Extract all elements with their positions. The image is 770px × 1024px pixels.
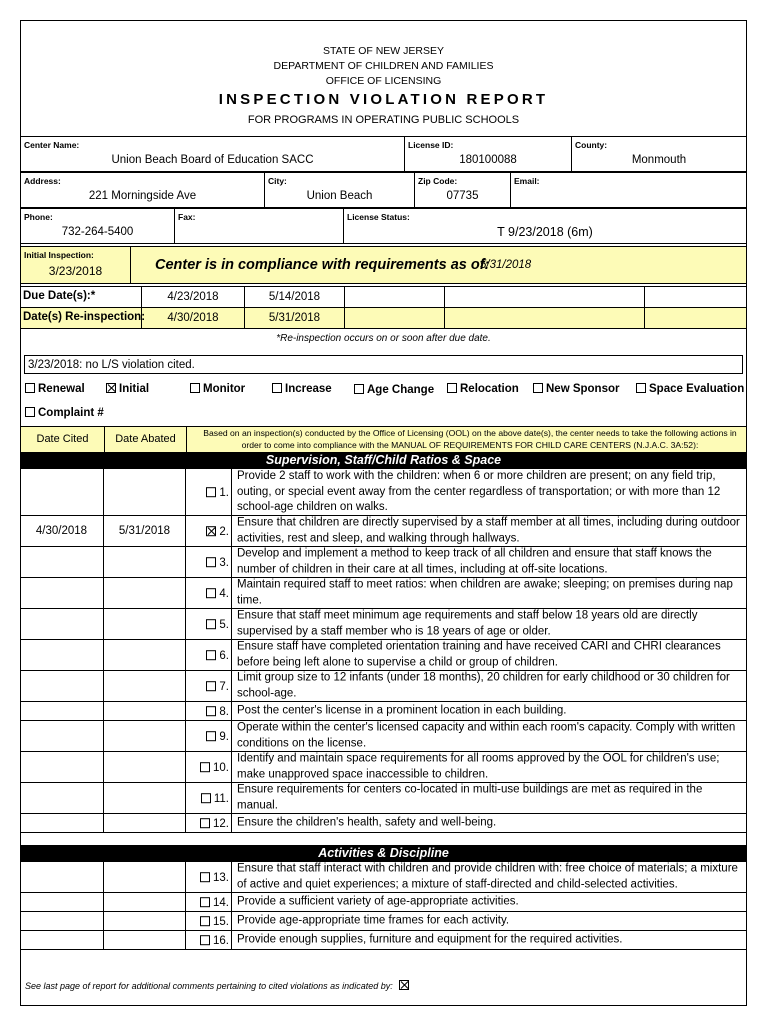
item-number-cell <box>186 783 232 813</box>
violation-checkbox[interactable] <box>206 731 216 741</box>
date-abated-cell[interactable] <box>104 547 186 577</box>
requirement-cell <box>232 931 747 949</box>
violation-row <box>20 578 747 609</box>
item-number-cell <box>186 671 232 701</box>
violation-checkbox[interactable] <box>201 793 211 803</box>
item-number: 5. <box>219 619 229 632</box>
compliance-date: 5/31/2018 <box>480 259 532 271</box>
violation-checkbox[interactable] <box>206 706 216 716</box>
date-cited-cell[interactable] <box>20 814 104 832</box>
date-abated-cell[interactable] <box>104 721 186 751</box>
requirement-cell <box>232 671 747 701</box>
requirement-text: Operate within the center's licensed capacity and within each room's capacity. Comply with written conditions on the license. <box>237 721 736 749</box>
item-number-cell <box>186 931 232 949</box>
item-number: 10. <box>213 762 229 775</box>
date-abated-cell[interactable] <box>104 702 186 720</box>
report-subtitle: FOR PROGRAMS IN OPERATING PUBLIC SCHOOLS <box>247 114 520 126</box>
due-dates-row <box>20 286 747 308</box>
email-field[interactable] <box>510 172 747 208</box>
city-label: City: <box>268 176 287 186</box>
city-value: Union Beach <box>306 190 373 202</box>
reinspection-note: *Re-inspection occurs on or soon after due date. <box>276 333 491 344</box>
item-number: 12. <box>213 818 229 831</box>
footer-checked-box-icon <box>399 980 409 990</box>
violations-table-header <box>20 426 747 453</box>
item-number: 9. <box>219 731 229 744</box>
date-cited-cell[interactable] <box>20 469 104 515</box>
date-cited-cell[interactable] <box>20 516 104 546</box>
violation-checkbox[interactable] <box>206 650 216 660</box>
violation-row <box>20 609 747 640</box>
date-abated-cell[interactable] <box>104 814 186 832</box>
requirement-cell <box>232 862 747 892</box>
violation-checkbox-checked[interactable] <box>206 526 216 536</box>
item-number-cell <box>186 814 232 832</box>
violation-row <box>20 702 747 721</box>
requirement-cell <box>232 609 747 639</box>
section-title-bar: Activities & Discipline <box>20 845 747 862</box>
date-cited-cell[interactable] <box>20 862 104 892</box>
type-renewal[interactable]: Renewal <box>25 383 85 395</box>
comment-field[interactable] <box>24 355 743 374</box>
fax-field[interactable] <box>174 208 344 244</box>
date-cited-cell[interactable] <box>20 912 104 930</box>
date-cited-cell[interactable] <box>20 547 104 577</box>
date-cited-cell[interactable] <box>20 609 104 639</box>
address-field[interactable] <box>20 172 265 208</box>
requirement-cell <box>232 721 747 751</box>
item-number-cell <box>186 516 232 546</box>
new-sponsor-checkbox[interactable] <box>533 383 543 393</box>
violation-checkbox[interactable] <box>206 588 216 598</box>
initial-inspection-label: Initial Inspection: <box>24 250 94 260</box>
reinspection-date-3[interactable] <box>344 308 444 328</box>
requirement-text: Ensure that staff interact with children and provide children with: free choice of materials; a mixture of active and quiet experiences; a mixture of staff-directed and child-selected activities. <box>237 862 738 890</box>
license-status-label: License Status: <box>347 212 410 222</box>
violation-row <box>20 469 747 516</box>
item-number: 1. <box>219 487 229 500</box>
item-number: 2. <box>219 526 229 539</box>
email-label: Email: <box>514 176 540 186</box>
requirement-cell <box>232 640 747 670</box>
date-cited-cell[interactable] <box>20 931 104 949</box>
requirement-text: Provide 2 staff to work with the children: when 6 or more children are present; on any field trip, outing, or special event away from the center regardless of transportation; or with more than 12 school-age children on walks. <box>237 469 721 513</box>
item-number: 14. <box>213 897 229 910</box>
date-abated-cell[interactable] <box>104 783 186 813</box>
reinspection-date-4[interactable] <box>444 308 644 328</box>
item-number-cell <box>186 547 232 577</box>
violation-row <box>20 516 747 547</box>
date-abated-cell[interactable] <box>104 893 186 911</box>
county-value: Monmouth <box>631 154 687 166</box>
item-number: 16. <box>213 935 229 948</box>
item-number-cell <box>186 469 232 515</box>
requirement-text: Provide enough supplies, furniture and equipment for the required activities. <box>237 933 623 946</box>
violation-row <box>20 862 747 893</box>
date-cited-cell[interactable] <box>20 893 104 911</box>
requirement-cell <box>232 783 747 813</box>
violation-checkbox[interactable] <box>206 557 216 567</box>
footer-note <box>25 980 412 991</box>
reinspection-label: Date(s) Re-inspection: <box>23 311 146 323</box>
date-abated-cell[interactable] <box>104 609 186 639</box>
requirement-text: Provide a sufficient variety of age-appropriate activities. <box>237 895 519 908</box>
due-date-4[interactable] <box>444 287 644 307</box>
date-cited-cell[interactable] <box>20 702 104 720</box>
comment-text: 3/23/2018: no L/S violation cited. <box>28 359 195 371</box>
date-abated-value: 5/31/2018 <box>118 525 171 537</box>
item-number-cell <box>186 609 232 639</box>
requirement-text: Maintain required staff to meet ratios: when children are awake; sleeping; on premises during nap time. <box>237 578 733 606</box>
initial-inspection-date: 3/23/2018 <box>48 264 103 278</box>
state-heading: STATE OF NEW JERSEY <box>323 45 444 57</box>
phone-field[interactable] <box>20 208 175 244</box>
initial-inspection-field[interactable] <box>20 246 131 284</box>
requirement-cell <box>232 578 747 608</box>
instructions-text: Based on an inspection(s) conducted by the Office of Licensing (OOL) on the above date(s), the center needs to take the following actions in order to come into compliance with the MANUAL OF REQUIREMENTS FOR CHILD CARE CENTERS (N.J.A.C. 3A:52): <box>203 428 737 450</box>
date-abated-cell[interactable] <box>104 862 186 892</box>
item-number: 11. <box>213 793 229 806</box>
item-number: 13. <box>213 872 229 885</box>
type-monitor[interactable]: Monitor <box>190 383 245 395</box>
date-cited-value: 4/30/2018 <box>35 525 88 537</box>
item-number-cell <box>186 912 232 930</box>
license-id-value: 180100088 <box>459 154 517 166</box>
requirement-text: Ensure staff have completed orientation training and have received CARI and CHRI clearances before being left alone to supervise a child or group of children. <box>237 640 721 668</box>
license-status-field[interactable] <box>343 208 747 244</box>
date-cited-cell[interactable] <box>20 721 104 751</box>
item-number: 7. <box>219 681 229 694</box>
item-number-cell <box>186 578 232 608</box>
violation-row <box>20 547 747 578</box>
center-name-field[interactable] <box>20 136 405 172</box>
violation-row <box>20 752 747 783</box>
date-cited-cell[interactable] <box>20 752 104 782</box>
date-abated-header: Date Abated <box>105 427 187 452</box>
footer-note-text: See last page of report for additional comments pertaining to cited violations as indicated by: <box>25 981 393 991</box>
violation-row <box>20 783 747 814</box>
violation-row <box>20 721 747 752</box>
item-number-cell <box>186 702 232 720</box>
city-field[interactable] <box>264 172 415 208</box>
violation-row <box>20 931 747 950</box>
date-cited-cell[interactable] <box>20 671 104 701</box>
phone-label: Phone: <box>24 212 53 222</box>
relocation-checkbox[interactable] <box>447 383 457 393</box>
date-abated-cell[interactable] <box>104 578 186 608</box>
address-label: Address: <box>24 176 61 186</box>
type-space-evaluation[interactable]: Space Evaluation <box>636 383 744 395</box>
item-number: 3. <box>219 557 229 570</box>
requirement-text: Post the center's license in a prominent location in each building. <box>237 704 567 717</box>
date-abated-cell[interactable] <box>104 931 186 949</box>
violation-checkbox[interactable] <box>200 916 210 926</box>
violation-row <box>20 893 747 912</box>
office-heading: OFFICE OF LICENSING <box>325 75 442 87</box>
reinspection-row <box>20 307 747 329</box>
initial-checkbox-checked[interactable] <box>106 383 116 393</box>
county-field[interactable] <box>571 136 747 172</box>
address-value: 221 Morningside Ave <box>88 190 197 202</box>
due-date-5[interactable] <box>644 287 748 307</box>
age-change-checkbox[interactable] <box>354 384 364 394</box>
violation-checkbox[interactable] <box>200 818 210 828</box>
requirement-cell <box>232 814 747 832</box>
requirement-cell <box>232 516 747 546</box>
date-abated-cell[interactable] <box>104 752 186 782</box>
date-abated-cell[interactable] <box>104 469 186 515</box>
requirement-text: Identify and maintain space requirements for all rooms approved by the OOL for children's use; make unapproved space inaccessible to children. <box>237 752 720 780</box>
date-abated-cell[interactable] <box>104 640 186 670</box>
department-heading: DEPARTMENT OF CHILDREN AND FAMILIES <box>273 60 494 72</box>
violation-row <box>20 671 747 702</box>
phone-value: 732-264-5400 <box>61 226 134 238</box>
requirement-text: Ensure that staff meet minimum age requirements and staff below 18 years old are directly supervised by a staff member who is 18 years of age or older. <box>237 609 698 637</box>
item-number: 6. <box>219 650 229 663</box>
item-number: 15. <box>213 916 229 929</box>
fax-label: Fax: <box>178 212 196 222</box>
type-increase[interactable]: Increase <box>272 383 332 395</box>
center-name-value: Union Beach Board of Education SACC <box>111 154 314 166</box>
due-date-3[interactable] <box>344 287 444 307</box>
item-number-cell <box>186 640 232 670</box>
requirement-cell <box>232 469 747 515</box>
reinspection-date-5[interactable] <box>644 308 748 328</box>
item-number: 4. <box>219 588 229 601</box>
report-title: INSPECTION VIOLATION REPORT <box>218 91 549 108</box>
type-complaint[interactable]: Complaint # <box>25 407 104 419</box>
item-number-cell <box>186 862 232 892</box>
zip-value: 07735 <box>446 190 479 202</box>
violation-checkbox[interactable] <box>200 762 210 772</box>
license-id-label: License ID: <box>408 140 454 150</box>
violation-checkbox[interactable] <box>200 897 210 907</box>
type-relocation[interactable]: Relocation <box>447 383 519 395</box>
type-age-change[interactable]: Age Change <box>354 384 434 396</box>
date-cited-cell[interactable] <box>20 783 104 813</box>
due-date-1[interactable]: 4/23/2018 <box>141 287 244 307</box>
date-cited-cell[interactable] <box>20 640 104 670</box>
space-evaluation-checkbox[interactable] <box>636 383 646 393</box>
due-date-2[interactable]: 5/14/2018 <box>244 287 344 307</box>
type-initial[interactable]: Initial <box>106 383 149 395</box>
renewal-checkbox[interactable] <box>25 383 35 393</box>
license-status-value: T 9/23/2018 (6m) <box>497 225 593 239</box>
reinspection-date-1[interactable]: 4/30/2018 <box>141 308 244 328</box>
compliance-statement: Center is in compliance with requirements as of: <box>155 257 490 273</box>
complaint-checkbox[interactable] <box>25 407 35 417</box>
license-id-field[interactable] <box>404 136 572 172</box>
requirement-cell <box>232 702 747 720</box>
item-number-cell <box>186 752 232 782</box>
requirement-text: Ensure that children are directly supervised by a staff member at all times, including during outdoor activities, rest and sleep, and walking through hallways. <box>237 516 740 544</box>
date-abated-cell[interactable] <box>104 912 186 930</box>
requirement-text: Develop and implement a method to keep track of all children and ensure that staff knows the number of children in their care at all times, including at off-site locations. <box>237 547 712 575</box>
violation-row <box>20 640 747 671</box>
date-cited-cell[interactable] <box>20 578 104 608</box>
violation-checkbox[interactable] <box>200 872 210 882</box>
requirement-cell <box>232 893 747 911</box>
requirement-text: Provide age-appropriate time frames for each activity. <box>237 914 510 927</box>
increase-checkbox[interactable] <box>272 383 282 393</box>
violation-row <box>20 814 747 833</box>
section-title-bar: Supervision, Staff/Child Ratios & Space <box>20 452 747 469</box>
county-label: County: <box>575 140 608 150</box>
violation-row <box>20 912 747 931</box>
monitor-checkbox[interactable] <box>190 383 200 393</box>
center-name-label: Center Name: <box>24 140 80 150</box>
item-number-cell <box>186 893 232 911</box>
violation-checkbox[interactable] <box>206 681 216 691</box>
zip-label: Zip Code: <box>418 176 458 186</box>
reinspection-date-2[interactable]: 5/31/2018 <box>244 308 344 328</box>
date-abated-cell[interactable] <box>104 516 186 546</box>
requirement-cell <box>232 752 747 782</box>
date-cited-header: Date Cited <box>21 427 105 452</box>
requirement-text: Ensure the children's health, safety and well-being. <box>237 816 497 829</box>
due-dates-label: Due Date(s):* <box>23 290 96 302</box>
requirement-text: Ensure requirements for centers co-located in multi-use buildings are met as required in the manual. <box>237 783 703 811</box>
violation-checkbox[interactable] <box>206 487 216 497</box>
type-new-sponsor[interactable]: New Sponsor <box>533 383 619 395</box>
zip-field[interactable] <box>414 172 511 208</box>
item-number-cell <box>186 721 232 751</box>
violation-checkbox[interactable] <box>200 935 210 945</box>
requirement-cell <box>232 912 747 930</box>
requirement-text: Limit group size to 12 infants (under 18 months), 20 children for early childhood or 30 children for school-age. <box>237 671 730 699</box>
item-number: 8. <box>219 706 229 719</box>
requirement-cell <box>232 547 747 577</box>
date-abated-cell[interactable] <box>104 671 186 701</box>
violation-checkbox[interactable] <box>206 619 216 629</box>
